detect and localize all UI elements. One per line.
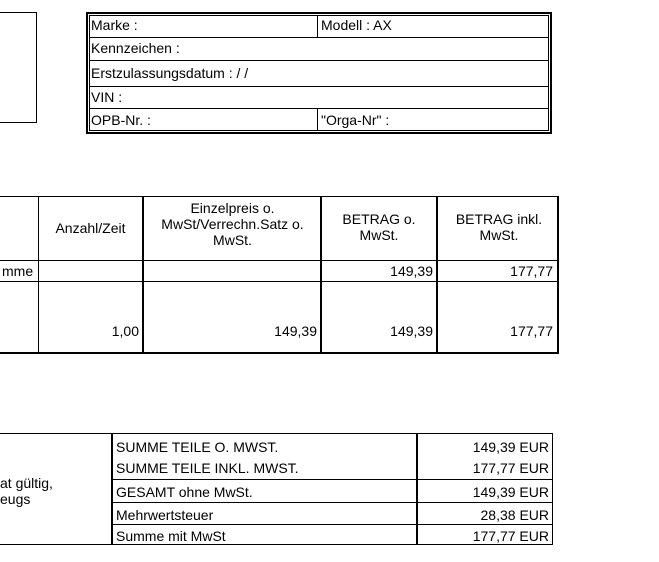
erstzulassung-label: Erstzulassungsdatum : / / [91, 65, 249, 81]
header-betrag-o: BETRAG o. MwSt. [342, 211, 416, 243]
totals-value-1: 177,77 EUR [472, 460, 549, 476]
modell-label: Modell : AX [321, 17, 392, 33]
totals-value-0: 149,39 EUR [472, 439, 549, 455]
address-box [0, 12, 37, 123]
summe-row-betrag-inkl: 177,77 [510, 263, 553, 279]
vin-label: VIN : [91, 89, 123, 105]
totals-label-3: Mehrwertsteuer [116, 507, 214, 523]
marke-label: Marke : [91, 17, 138, 33]
totals-value-4: 177,77 EUR [472, 528, 549, 544]
summe-row-betrag-o: 149,39 [390, 263, 433, 279]
totals-value-2: 149,39 EUR [472, 484, 549, 500]
header-anzahl: Anzahl/Zeit [55, 220, 126, 236]
totals-label-2: GESAMT ohne MwSt. [116, 484, 253, 500]
header-einzelpreis: Einzelpreis o. MwSt/Verrechn.Satz o. MwSt. [161, 200, 304, 248]
footer-note-line2: eugs [0, 491, 31, 507]
totals-value-3: 28,38 EUR [480, 507, 549, 523]
item-betrag-o: 149,39 [390, 323, 433, 339]
summe-row-label: mme [2, 263, 34, 279]
totals-label-0: SUMME TEILE O. MWST. [116, 439, 279, 455]
totals-label-1: SUMME TEILE INKL. MWST. [116, 460, 299, 476]
orga-label: "Orga-Nr" : [321, 112, 390, 128]
header-betrag-inkl: BETRAG inkl. MwSt. [455, 211, 543, 243]
opb-label: OPB-Nr. : [91, 112, 151, 128]
item-anzahl: 1,00 [111, 323, 139, 339]
kennzeichen-label: Kennzeichen : [91, 40, 180, 56]
totals-label-4: Summe mit MwSt [116, 528, 226, 544]
item-einzelpreis: 149,39 [274, 323, 317, 339]
footer-note-line1: at gültig, [0, 475, 53, 491]
item-betrag-inkl: 177,77 [510, 323, 553, 339]
